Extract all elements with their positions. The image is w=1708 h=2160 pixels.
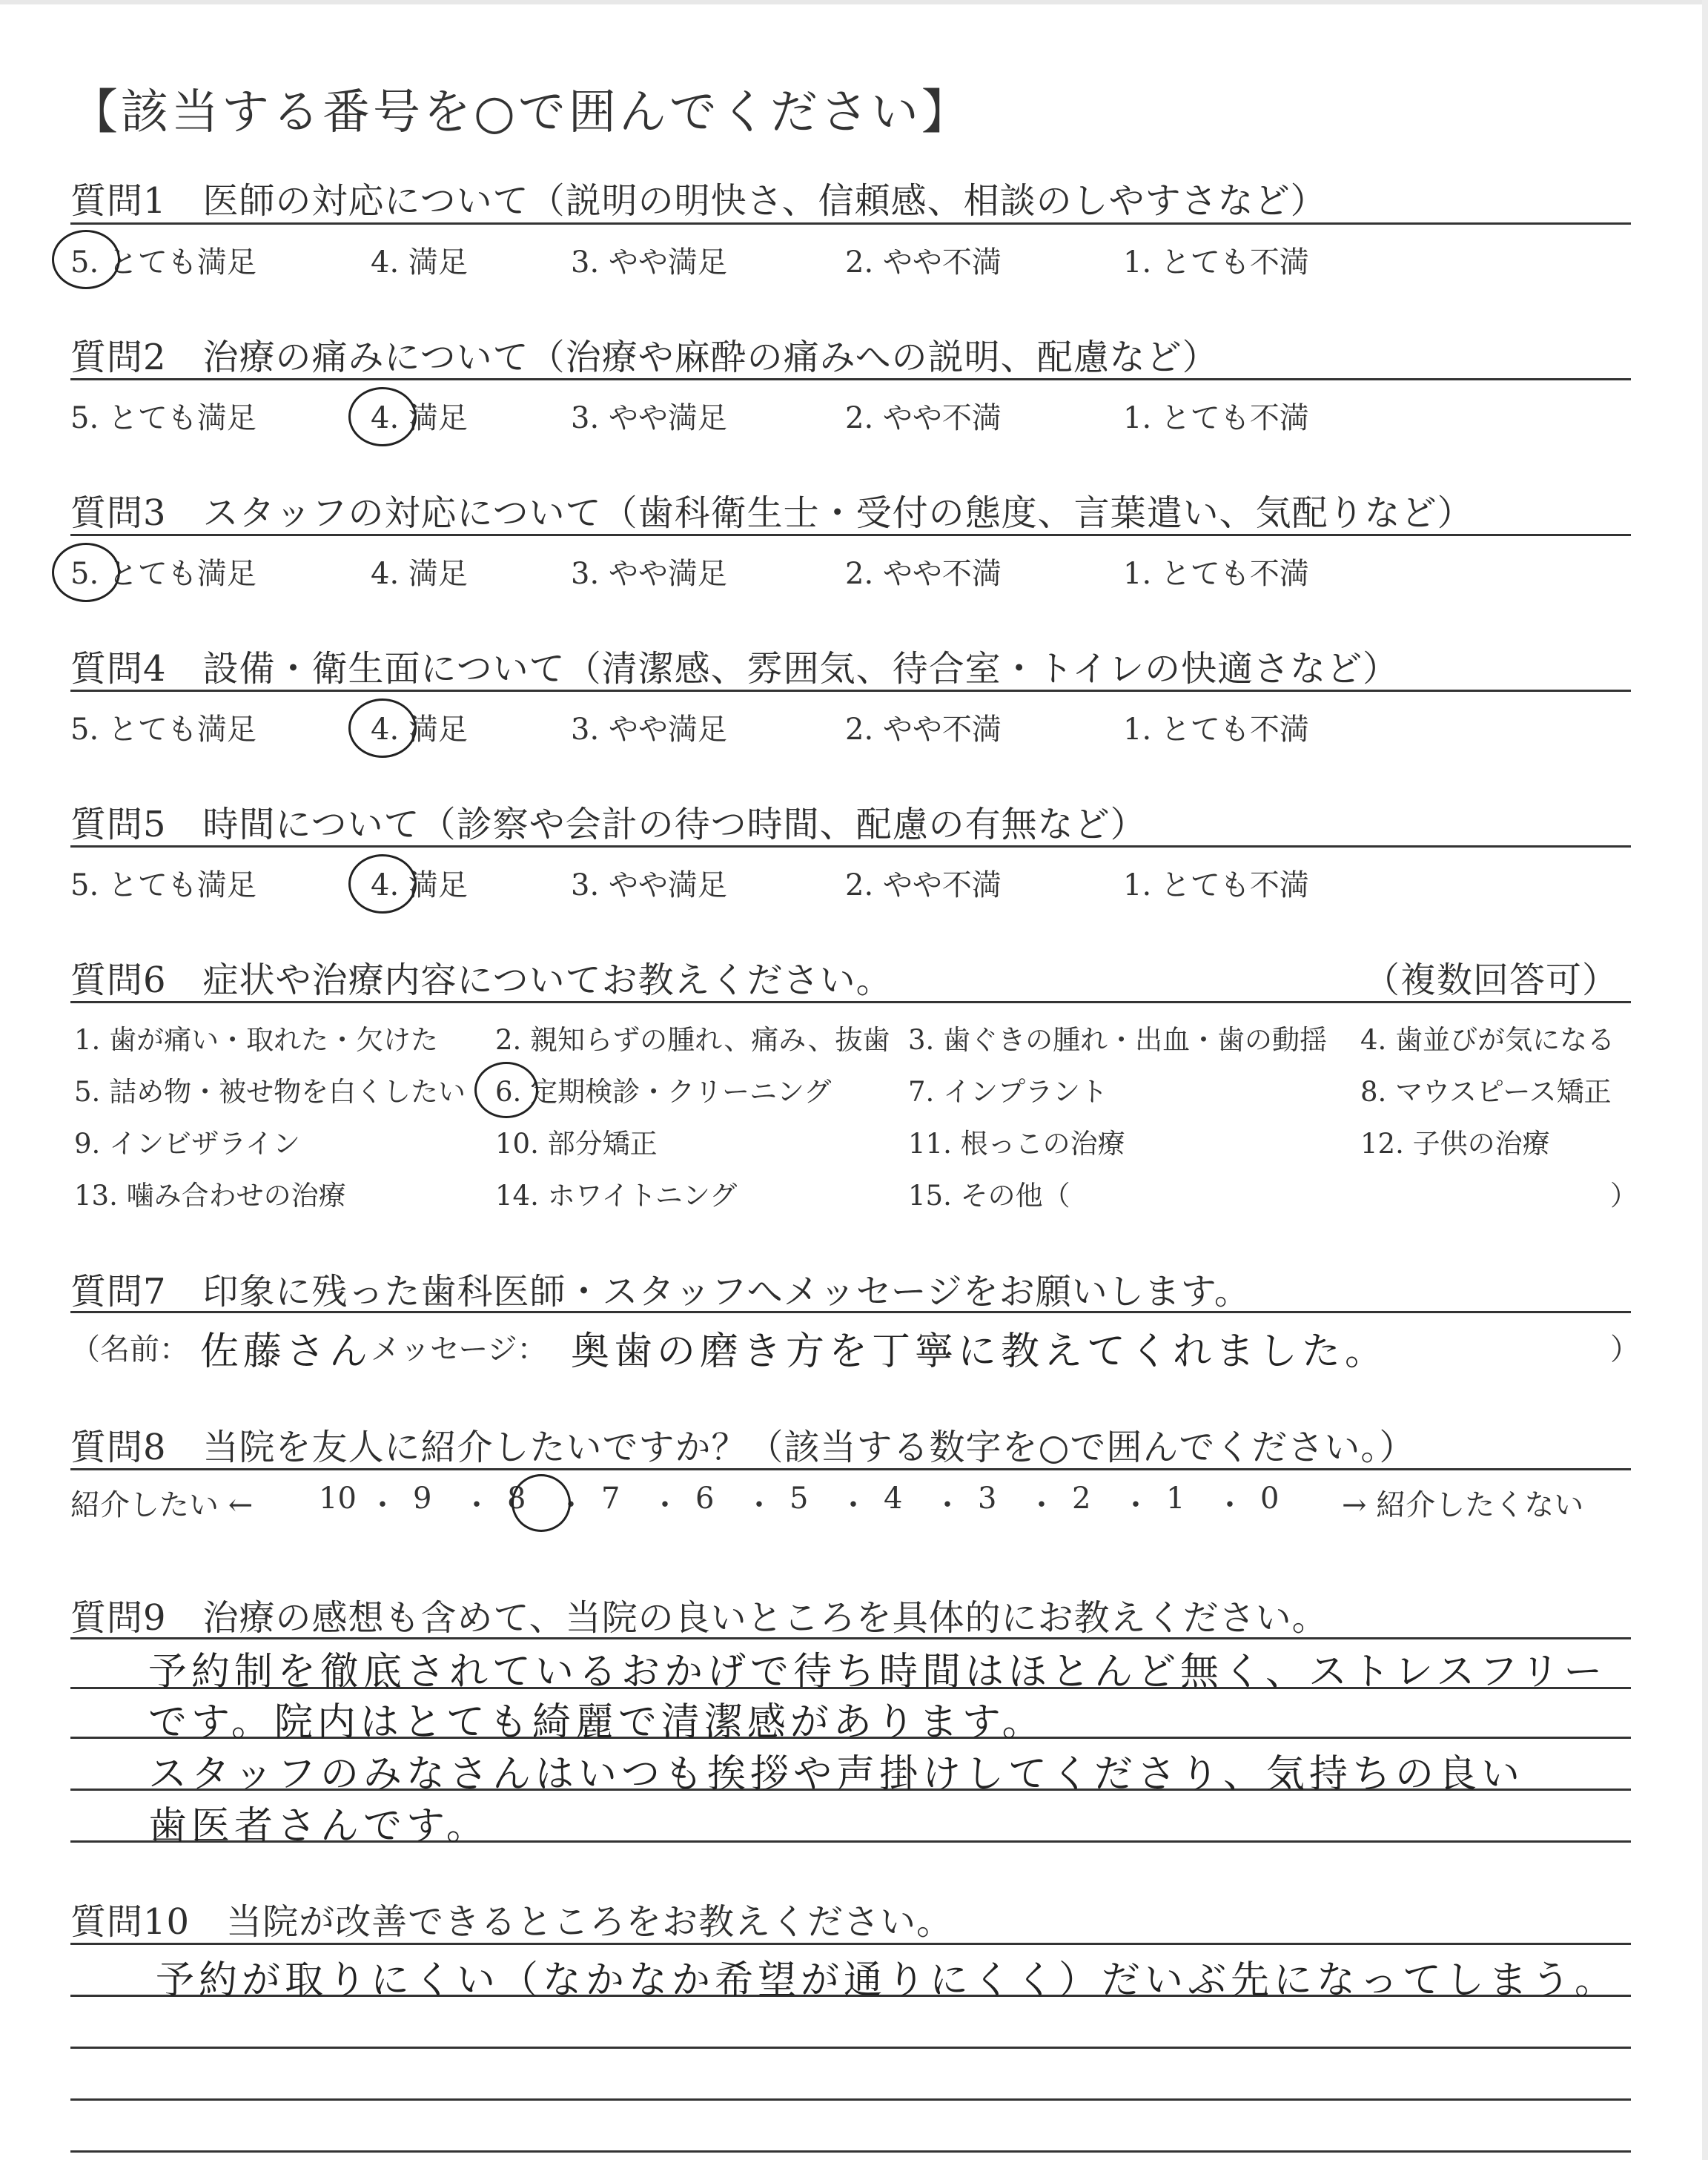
question-1-title: 質問1 医師の対応について（説明の明快さ、信頼感、相談のしやすさなど）: [70, 180, 1327, 222]
question-2-title: 質問2 治療の痛みについて（治療や麻酔の痛みへの説明、配慮など）: [70, 337, 1219, 378]
q2-option-3[interactable]: 3. やや満足: [571, 401, 727, 435]
q6-item-11[interactable]: 11. 根っこの治療: [908, 1128, 1125, 1160]
q6-item-14[interactable]: 14. ホワイトニング: [495, 1180, 738, 1212]
q3-option-1[interactable]: 1. とても不満: [1123, 557, 1309, 591]
q7-message-label: メッセージ：: [371, 1332, 547, 1367]
q6-item-3[interactable]: 3. 歯ぐきの腫れ・出血・歯の動揺: [908, 1024, 1328, 1056]
q8-scale-9[interactable]: 9: [413, 1482, 432, 1516]
q5-option-2[interactable]: 2. やや不満: [845, 868, 1002, 902]
q5-option-3[interactable]: 3. やや満足: [571, 868, 727, 902]
q8-scale-separator: ・: [838, 1488, 868, 1522]
q8-scale-6[interactable]: 6: [695, 1482, 715, 1516]
q1-option-2[interactable]: 2. やや不満: [845, 245, 1002, 280]
q8-scale-4[interactable]: 4: [884, 1482, 903, 1516]
q9-answer-line-2[interactable]: です。院内はとても綺麗で清潔感があります。: [148, 1700, 1045, 1745]
q6-item-6[interactable]: 6. 定期検診・クリーニング: [495, 1076, 832, 1108]
question-9-title: 質問9 治療の感想も含めて、当院の良いところを具体的にお教えください。: [70, 1597, 1328, 1639]
question-10-rule-3: [70, 2047, 1631, 2049]
q6-item-13[interactable]: 13. 噛み合わせの治療: [74, 1180, 346, 1212]
q8-scale-8[interactable]: 8: [507, 1482, 526, 1516]
q6-item-5[interactable]: 5. 詰め物・被せ物を白くしたい: [74, 1076, 466, 1108]
q4-option-1[interactable]: 1. とても不満: [1123, 713, 1309, 747]
question-10-rule-1: [70, 1943, 1631, 1945]
q1-option-5[interactable]: 5. とても満足: [70, 245, 256, 280]
q1-option-3[interactable]: 3. やや満足: [571, 245, 727, 280]
page-title: 【該当する番号を○で囲んでください】: [70, 85, 972, 140]
q8-scale-separator: ・: [933, 1488, 962, 1522]
q3-option-2[interactable]: 2. やや不満: [845, 557, 1002, 591]
q8-scale-10[interactable]: 10: [319, 1482, 357, 1516]
q6-item-4[interactable]: 4. 歯並びが気になる: [1360, 1024, 1615, 1056]
q2-option-2[interactable]: 2. やや不満: [845, 401, 1002, 435]
question-7-rule: [70, 1311, 1631, 1313]
q5-option-4[interactable]: 4. 満足: [371, 868, 468, 902]
q6-item-10[interactable]: 10. 部分矯正: [495, 1128, 658, 1160]
q6-item-1[interactable]: 1. 歯が痛い・取れた・欠けた: [74, 1024, 439, 1056]
q8-scale-separator: ・: [368, 1488, 397, 1522]
q8-scale-7[interactable]: 7: [601, 1482, 620, 1516]
q2-option-5[interactable]: 5. とても満足: [70, 401, 256, 435]
q6-item-9[interactable]: 9. インビザライン: [74, 1128, 300, 1160]
q4-option-4[interactable]: 4. 満足: [371, 713, 468, 747]
question-9-rule-1: [70, 1637, 1631, 1639]
q5-option-5[interactable]: 5. とても満足: [70, 868, 256, 902]
scan-right-edge: [1702, 0, 1708, 2160]
q9-answer-line-3[interactable]: スタッフのみなさんはいつも挨拶や声掛けしてくださり、気持ちの良い: [148, 1752, 1525, 1797]
q6-item-15[interactable]: 15. その他（: [908, 1180, 1070, 1212]
q3-option-5[interactable]: 5. とても満足: [70, 557, 256, 591]
q6-item-12[interactable]: 12. 子供の治療: [1360, 1128, 1550, 1160]
q4-option-2[interactable]: 2. やや不満: [845, 713, 1002, 747]
q8-right-label: → 紹介したくない: [1342, 1488, 1584, 1522]
question-6-note: （複数回答可）: [1364, 960, 1619, 1001]
q3-option-3[interactable]: 3. やや満足: [571, 557, 727, 591]
q1-option-4[interactable]: 4. 満足: [371, 245, 468, 280]
q9-answer-line-4[interactable]: 歯医者さんです。: [148, 1804, 489, 1849]
question-8-title: 質問8 当院を友人に紹介したいですか？（該当する数字を○で囲んでください。）: [70, 1427, 1416, 1468]
q2-option-4[interactable]: 4. 満足: [371, 401, 468, 435]
q7-message-value[interactable]: 奥歯の磨き方を丁寧に教えてくれました。: [571, 1330, 1388, 1374]
q8-scale-separator: ・: [744, 1488, 774, 1522]
q7-name-value[interactable]: 佐藤さん: [200, 1330, 373, 1374]
q2-option-1[interactable]: 1. とても不満: [1123, 401, 1309, 435]
q8-scale-separator: ・: [1215, 1488, 1245, 1522]
question-6-rule: [70, 1001, 1631, 1003]
q8-scale-separator: ・: [556, 1488, 586, 1522]
question-5-rule: [70, 845, 1631, 848]
q1-option-1[interactable]: 1. とても不満: [1123, 245, 1309, 280]
q8-scale: [319, 1482, 1312, 1523]
question-7-title: 質問7 印象に残った歯科医師・スタッフへメッセージをお願いします。: [70, 1271, 1251, 1312]
q8-scale-1[interactable]: 1: [1166, 1482, 1185, 1516]
q8-left-label: 紹介したい ←: [70, 1488, 254, 1522]
q4-option-5[interactable]: 5. とても満足: [70, 713, 256, 747]
q3-option-4[interactable]: 4. 満足: [371, 557, 468, 591]
q8-scale-0[interactable]: 0: [1260, 1482, 1280, 1516]
q8-scale-separator: ・: [462, 1488, 491, 1522]
question-8-rule: [70, 1468, 1631, 1470]
question-6-title: 質問6 症状や治療内容についてお教えください。: [70, 960, 893, 1001]
q8-scale-5[interactable]: 5: [790, 1482, 809, 1516]
question-10-rule-4: [70, 2098, 1631, 2101]
q8-scale-2[interactable]: 2: [1072, 1482, 1091, 1516]
q7-name-label: （名前：: [70, 1332, 189, 1367]
q4-option-3[interactable]: 3. やや満足: [571, 713, 727, 747]
question-4-rule: [70, 690, 1631, 692]
question-10-title: 質問10 当院が改善できるところをお教えください。: [70, 1901, 953, 1943]
q7-close-paren: ）: [1610, 1332, 1640, 1367]
q6-item-8[interactable]: 8. マウスピース矯正: [1360, 1076, 1612, 1108]
question-2-rule: [70, 378, 1631, 380]
q8-scale-3[interactable]: 3: [978, 1482, 997, 1516]
question-3-title: 質問3 スタッフの対応について（歯科衛生士・受付の態度、言葉遣い、気配りなど）: [70, 492, 1474, 534]
question-1-rule: [70, 222, 1631, 225]
q8-scale-separator: ・: [1121, 1488, 1151, 1522]
q8-scale-separator: ・: [650, 1488, 680, 1522]
q10-answer-line-1[interactable]: 予約が取りにくい（なかなか希望が通りにくく）だいぶ先になってしまう。: [156, 1958, 1618, 2003]
question-3-rule: [70, 534, 1631, 536]
scan-top-edge: [0, 0, 1708, 4]
q6-item-15-close: ）: [1610, 1180, 1638, 1212]
question-4-title: 質問4 設備・衛生面について（清潔感、雰囲気、待合室・トイレの快適さなど）: [70, 648, 1400, 690]
question-5-title: 質問5 時間について（診察や会計の待つ時間、配慮の有無など）: [70, 804, 1147, 845]
q6-item-7[interactable]: 7. インプラント: [908, 1076, 1108, 1108]
q9-answer-line-1[interactable]: 予約制を徹底されているおかげで待ち時間はほとんど無く、ストレスフリー: [148, 1650, 1607, 1694]
q5-option-1[interactable]: 1. とても不満: [1123, 868, 1309, 902]
question-10-rule-5: [70, 2150, 1631, 2153]
q6-item-2[interactable]: 2. 親知らずの腫れ、痛み、抜歯: [495, 1024, 890, 1056]
q8-scale-separator: ・: [1027, 1488, 1056, 1522]
